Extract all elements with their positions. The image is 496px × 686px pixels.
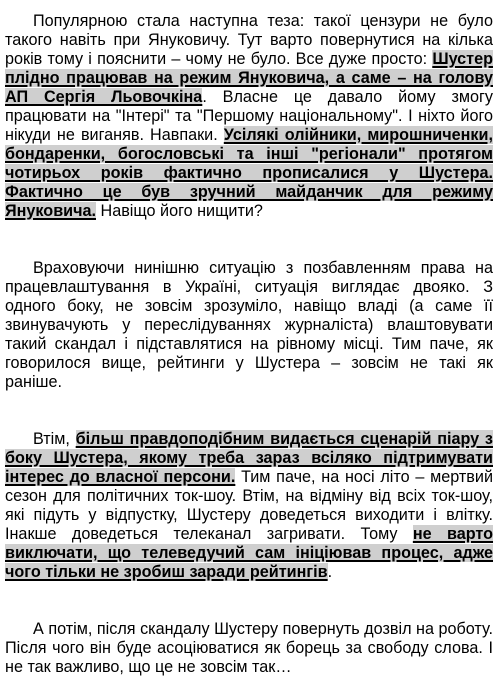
text-run: .	[327, 563, 333, 581]
paragraph-3	[5, 430, 493, 582]
text-run: Навіщо його нищити?	[96, 202, 263, 220]
highlighted-text: не варто виключати, що телеведучий сам ініціював процес, адже чого тільки не зробиш заради рейтингів	[5, 525, 494, 581]
highlighted-text: Усілякі олійники, мирошниченки, бондаренки, богословські та інші "регіонали" протягом чотирьох років фактично прописалися у Шустера. Фактично це був зручний майданчик для режиму Януковича.	[5, 126, 493, 220]
paragraph-2	[5, 259, 493, 392]
article-text	[5, 12, 493, 677]
text-run: . Власне це давало йому змогу працювати на "Інтері" та "Першому національному". І ніхто його нікуди не виганяв. Навпаки.	[5, 88, 494, 144]
text-run: А потім, після скандалу Шустеру повернуть дозвіл на роботу. Після чого він буде асоціюватися як борець за свободу слова. І не так важливо, що це не зовсім так…	[5, 620, 493, 676]
paragraph-4	[5, 620, 493, 677]
text-run: Популярною стала наступна теза: такої цензури не було такого навіть при Януковичу. Тут варто повернутися на кілька років тому і пояснити – чому не було. Все дуже просто:	[5, 12, 493, 68]
text-run: Втім,	[33, 430, 76, 448]
text-run: Тим паче, на носі літо – мертвий сезон для політичних ток-шоу. Втім, на відміну від всіх ток-шоу, які підуть у відпустку, Шустеру доведеться виходити і влітку. Інакше доведеться телеканал загривати. Тому	[5, 468, 493, 543]
highlighted-text: більш правдоподібним видається сценарій піару з боку Шустера, якому треба зараз всіляко підтримувати інтерес до власної персони.	[5, 430, 493, 486]
text-run: Враховуючи нинішню ситуацію з позбавленням права на працевлаштування в Україні, ситуація виглядає двояко. З одного боку, не зовсім зрозуміло, навіщо владі (а саме її звинувачують у переслідуваннях журналіста) влаштовувати такий скандал і підставлятися на рівному місці. Тим паче, як говорилося вище, рейтинги у Шустера – зовсім не такі як раніше.	[5, 259, 493, 391]
paragraph-1	[5, 12, 493, 221]
highlighted-text: Шустер плідно працював на режим Януковича, а саме – на голову АП Сергія Льовочкіна	[5, 50, 493, 106]
